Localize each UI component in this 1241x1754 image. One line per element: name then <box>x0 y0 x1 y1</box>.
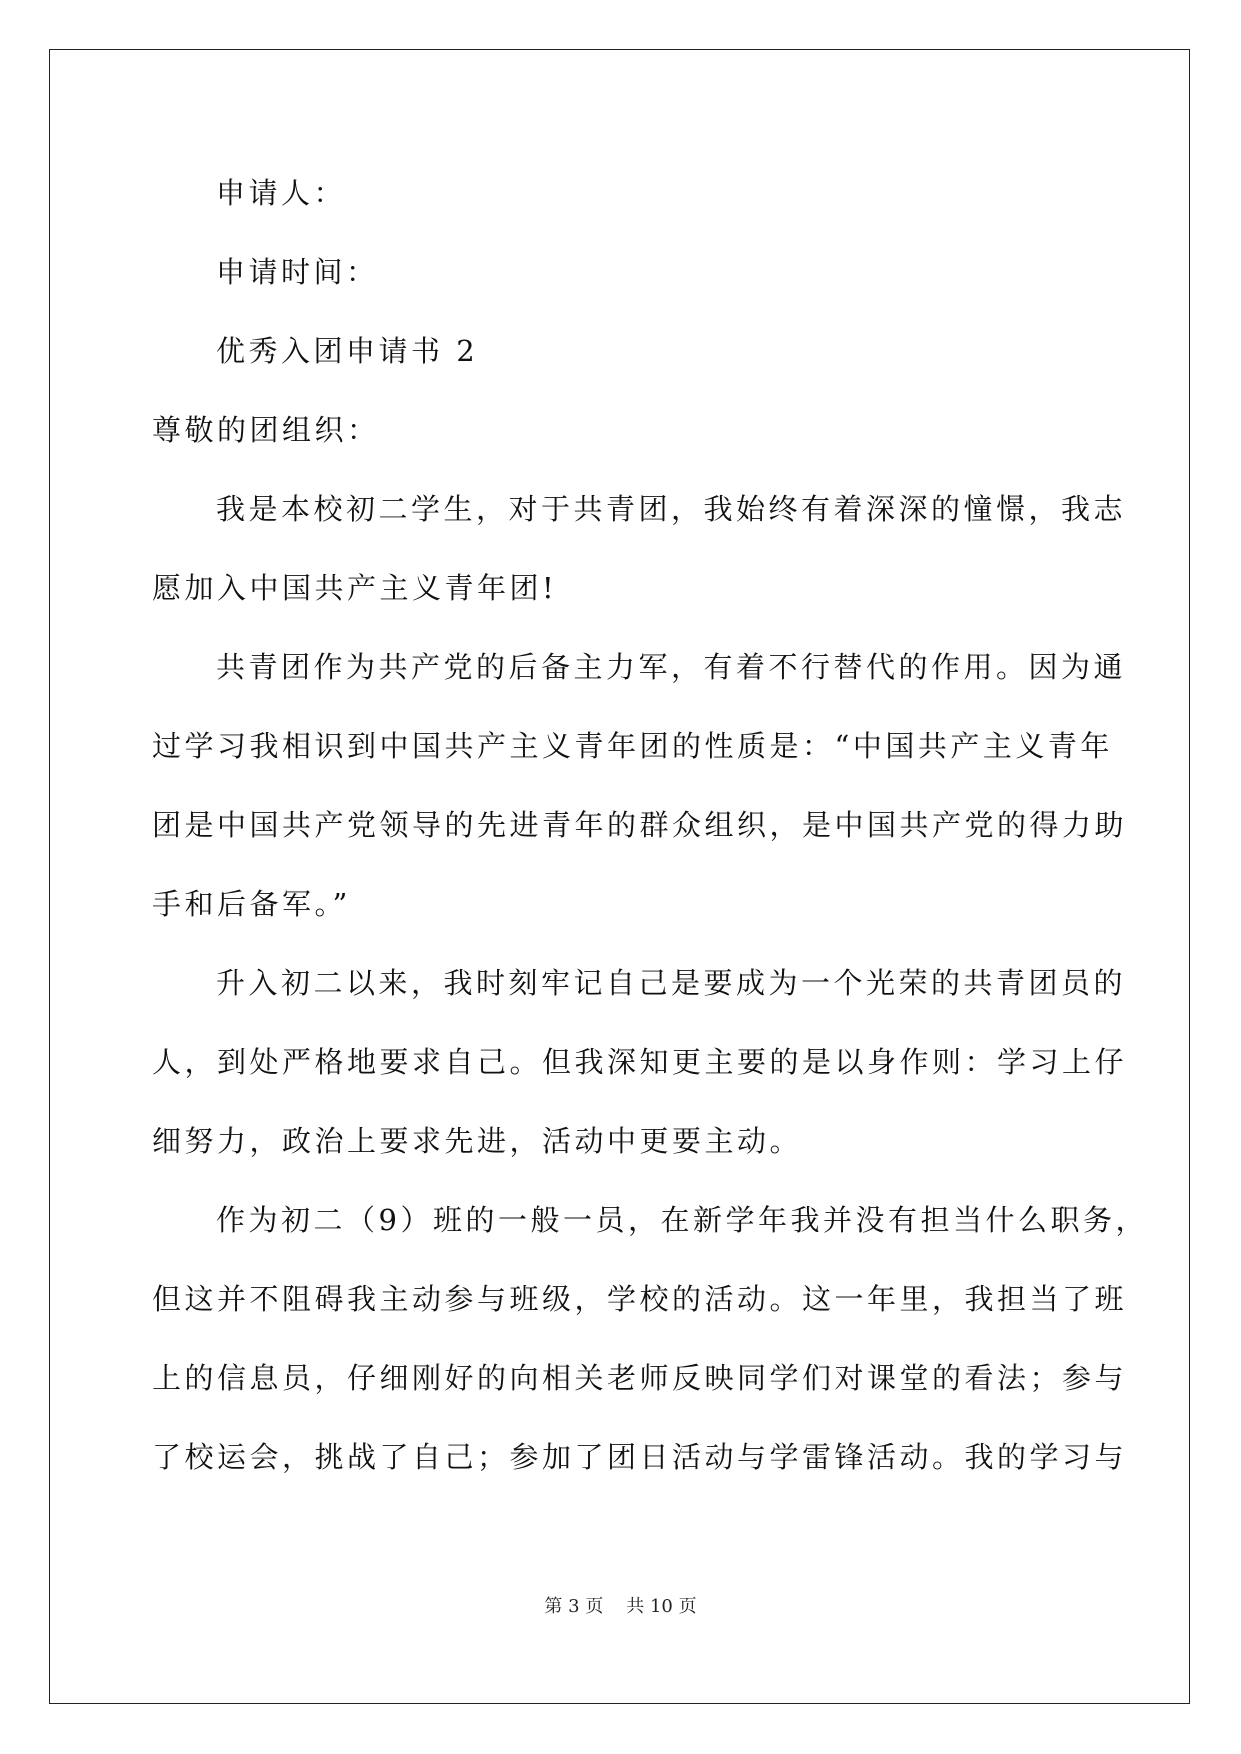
page-total: 共 10 页 <box>626 1596 697 1617</box>
paragraph-line: 了校运会，挑战了自己；参加了团日活动与学雷锋活动。我的学习与 <box>152 1440 1128 1474</box>
page-number: 第 3 页 <box>544 1596 604 1617</box>
application-date-line: 申请时间： <box>216 255 379 289</box>
paragraph-line: 手和后备军。” <box>152 887 351 921</box>
salutation: 尊敬的团组织： <box>152 413 380 447</box>
applicant-line: 申请人： <box>216 176 347 210</box>
paragraph-line: 人，到处严格地要求自己。但我深知更主要的是以身作则：学习上仔 <box>152 1045 1128 1079</box>
paragraph-line: 作为初二（9）班的一般一员，在新学年我并没有担当什么职务， <box>216 1203 1148 1237</box>
page-footer <box>0 1595 1241 1619</box>
paragraph-line: 团是中国共产党领导的先进青年的群众组织，是中国共产党的得力助 <box>152 808 1128 842</box>
section-heading: 优秀入团申请书 2 <box>216 334 479 368</box>
paragraph-line: 共青团作为共产党的后备主力军，有着不行替代的作用。因为通 <box>216 650 1127 684</box>
paragraph-line: 过学习我相识到中国共产主义青年团的性质是：“中国共产主义青年 <box>152 729 1113 763</box>
paragraph-line: 升入初二以来，我时刻牢记自己是要成为一个光荣的共青团员的 <box>216 966 1127 1000</box>
paragraph-line: 但这并不阻碍我主动参与班级，学校的活动。这一年里，我担当了班 <box>152 1282 1128 1316</box>
paragraph-line: 愿加入中国共产主义青年团! <box>152 571 558 605</box>
paragraph-line: 上的信息员，仔细刚好的向相关老师反映同学们对课堂的看法；参与 <box>152 1361 1128 1395</box>
paragraph-line: 细努力，政治上要求先进，活动中更要主动。 <box>152 1124 803 1158</box>
paragraph-line: 我是本校初二学生，对于共青团，我始终有着深深的憧憬，我志 <box>216 492 1127 526</box>
